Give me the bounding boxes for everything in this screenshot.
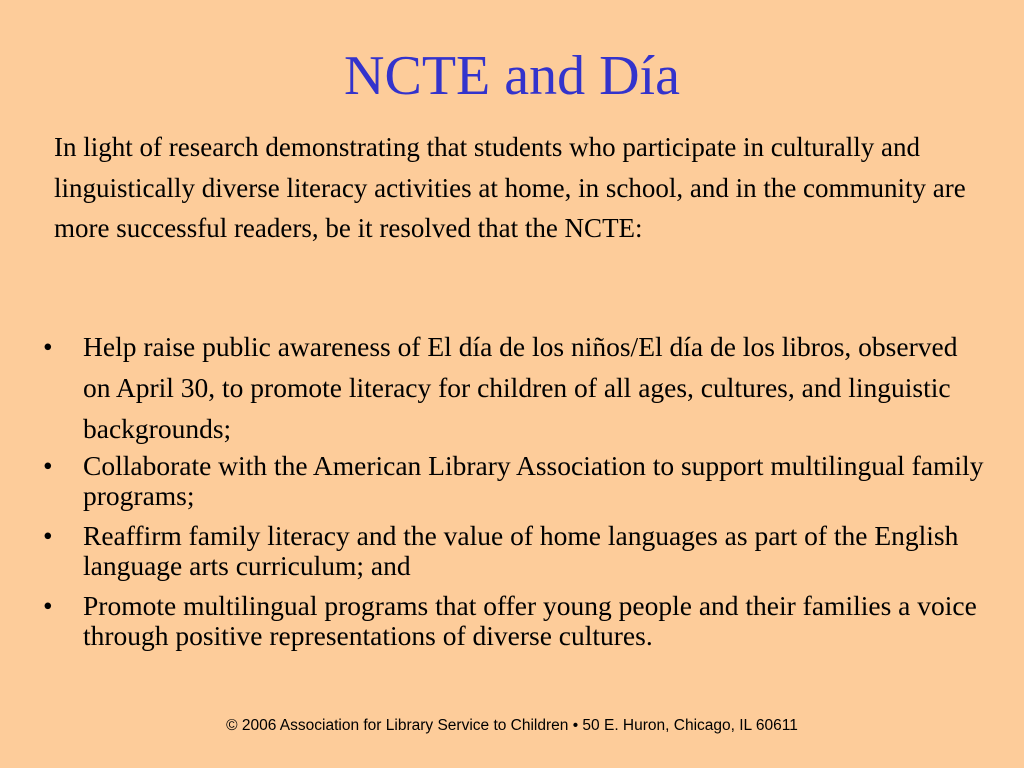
slide-footer: © 2006 Association for Library Service to Children • 50 E. Huron, Chicago, IL 60611: [226, 717, 798, 734]
resolution-list: [40, 326, 990, 661]
bullet-icon: •: [43, 331, 53, 362]
bullet-icon: •: [43, 450, 53, 481]
list-item: [40, 326, 990, 449]
slide-title: NCTE and Día: [344, 45, 680, 107]
bullet-icon: •: [43, 590, 53, 621]
list-item-text: Collaborate with the American Library Association to support multilingual family programs;: [83, 450, 984, 511]
list-item: [40, 591, 990, 651]
intro-paragraph: In light of research demonstrating that students who participate in culturally and linguistically diverse literacy activities at home, in school, and in the community are more successful readers, be it resolved that the NCTE:: [54, 132, 966, 243]
bullet-icon: •: [43, 520, 53, 551]
list-item: [40, 451, 990, 511]
list-item-text: Help raise public awareness of El día de los niños/El día de los libros, observed on April 30, to promote literacy for children of all ages, cultures, and linguistic backgrounds;: [83, 331, 958, 444]
list-item-text: Reaffirm family literacy and the value of home languages as part of the English language arts curriculum; and: [83, 520, 959, 581]
list-item: [40, 521, 990, 581]
list-item-text: Promote multilingual programs that offer young people and their families a voice through positive representations of diverse cultures.: [83, 590, 977, 651]
